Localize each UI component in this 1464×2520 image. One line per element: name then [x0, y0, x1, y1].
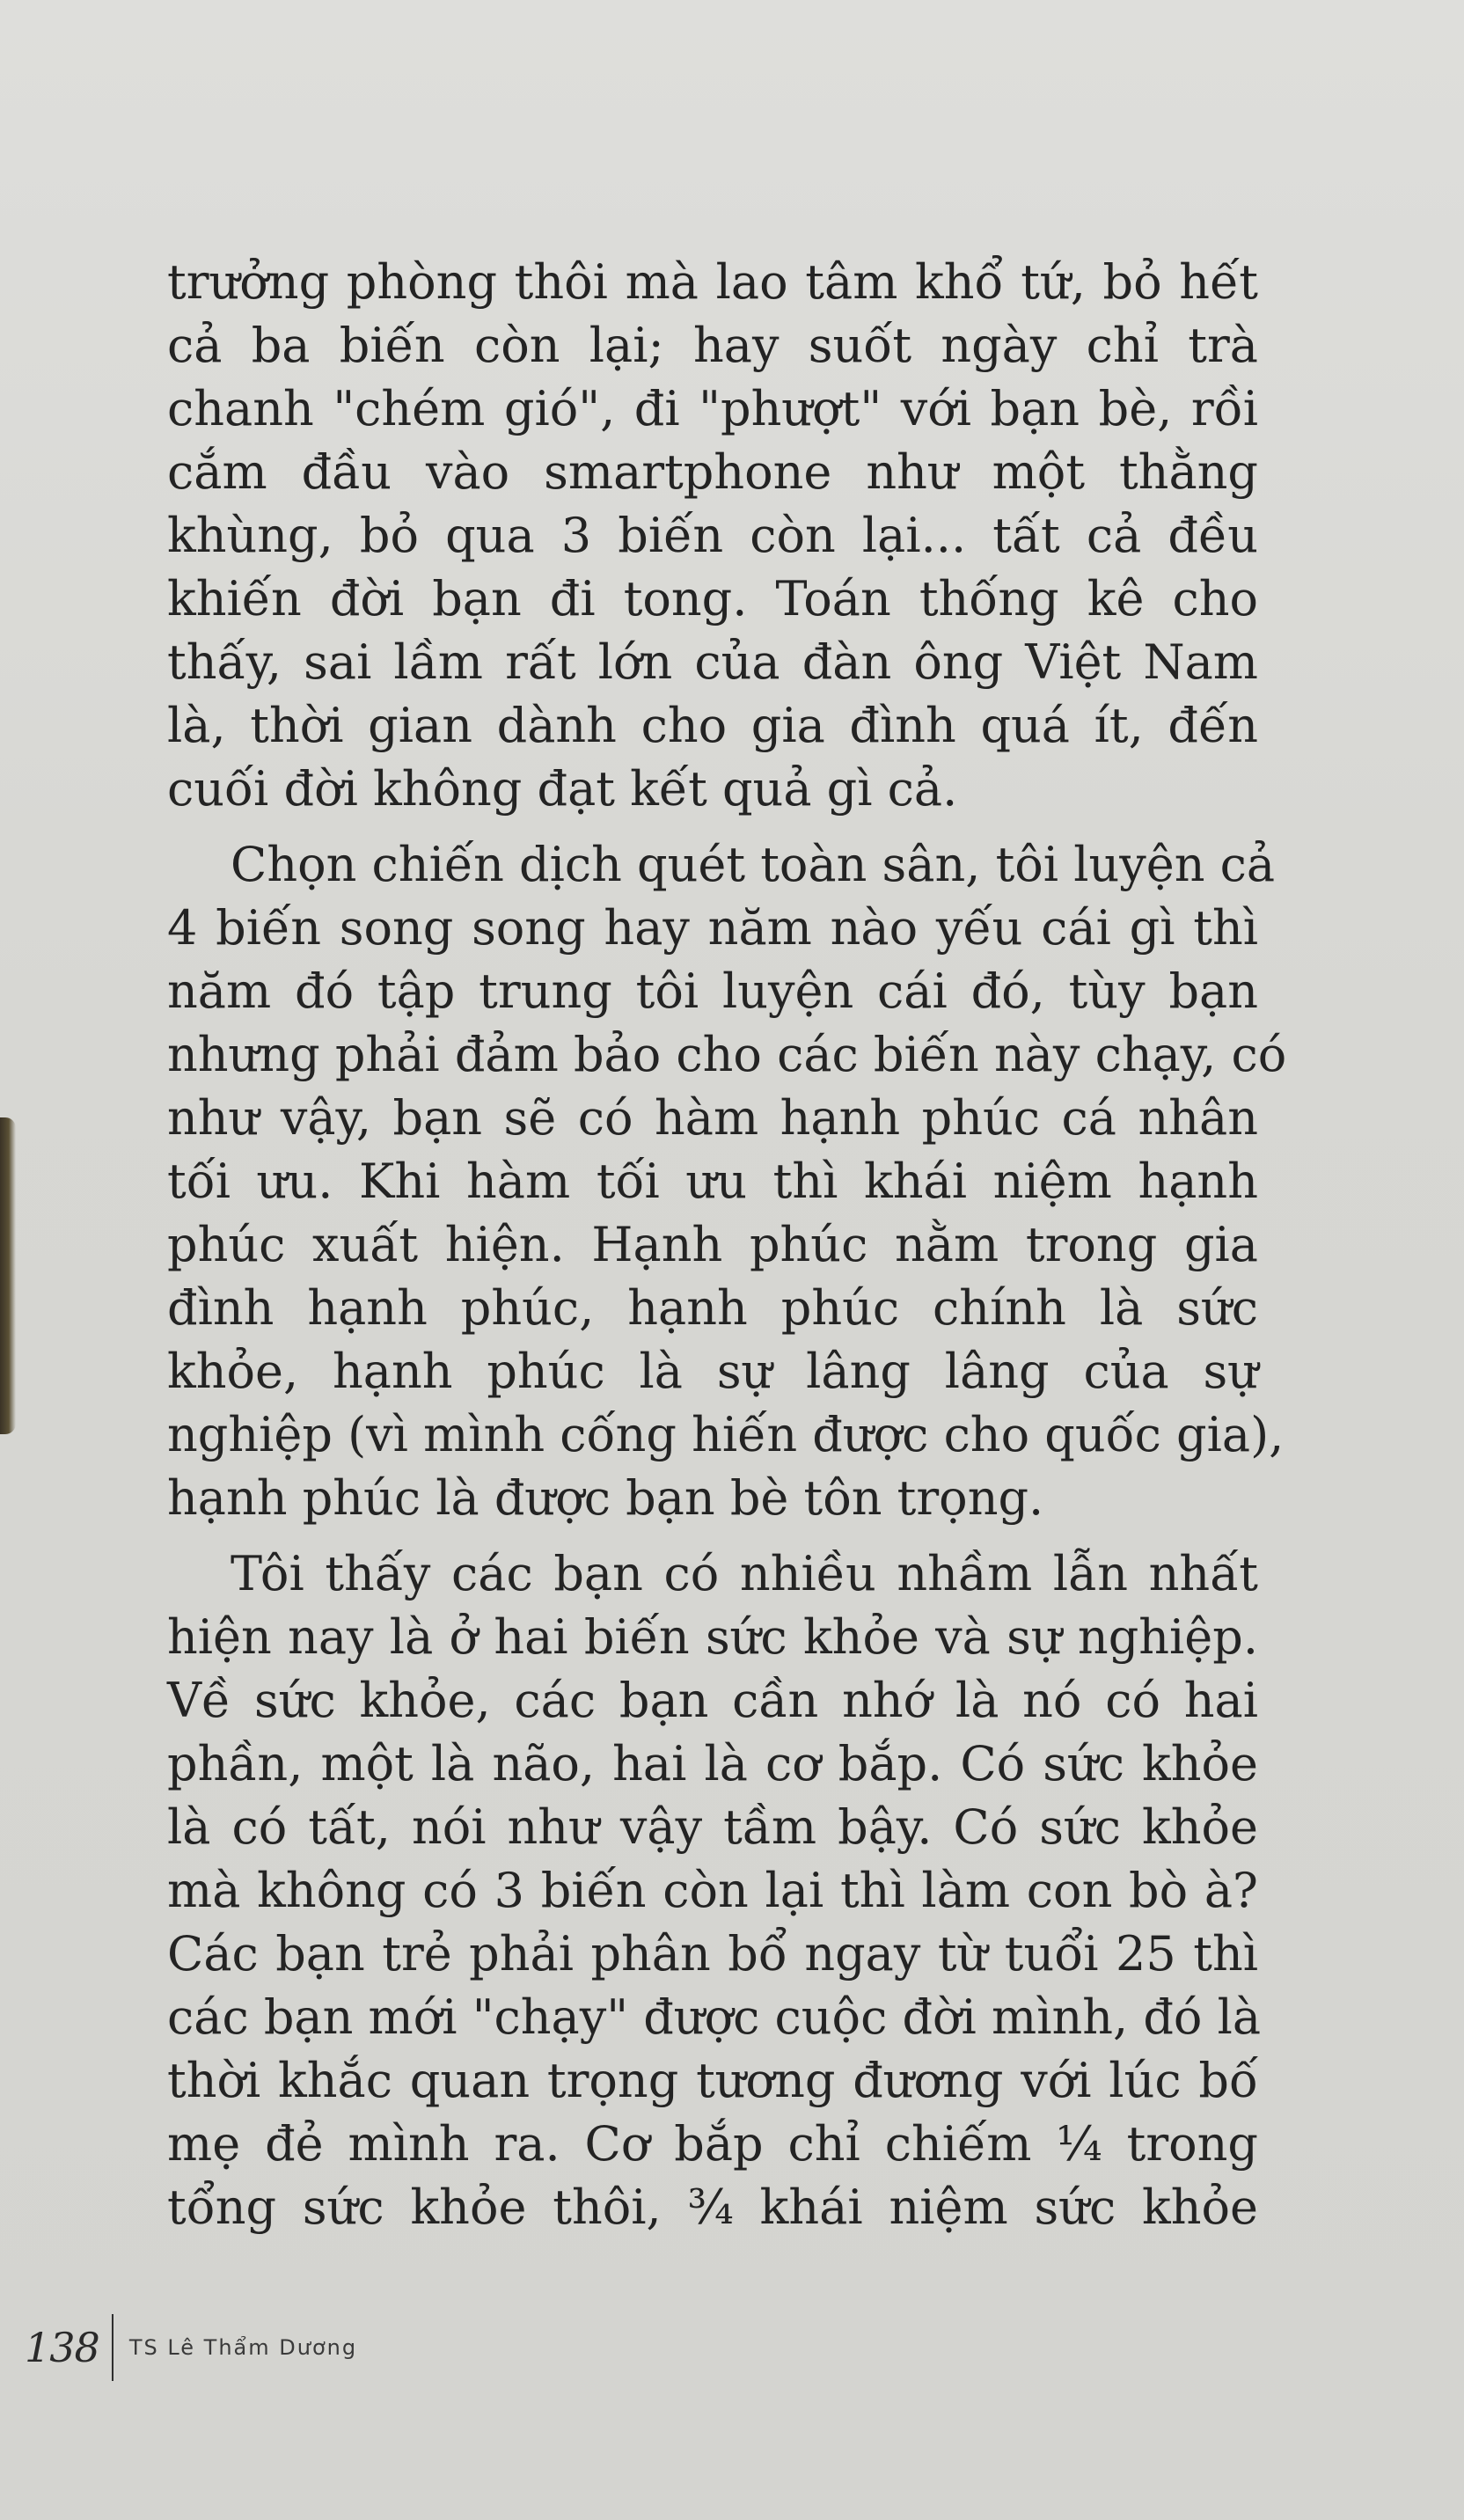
page-footer: [25, 2312, 357, 2383]
text-line: tổng sức khỏe thôi, ¾ khái niệm sức khỏe: [167, 2179, 1258, 2235]
paragraph-3: [167, 1542, 1262, 2239]
text-line: Chọn chiến dịch quét toàn sân, tôi luyện cả: [231, 837, 1276, 892]
text-line: phúc xuất hiện. Hạnh phúc nằm trong gia: [167, 1217, 1258, 1272]
text-line: chanh "chém gió", đi "phượt" với bạn bè, rồi: [167, 381, 1258, 436]
body-text: [167, 251, 1287, 2252]
text-line: các bạn mới "chạy" được cuộc đời mình, đó là: [167, 1989, 1262, 2045]
text-line: đình hạnh phúc, hạnh phúc chính là sức: [167, 1280, 1258, 1336]
running-author: TS Lê Thẩm Dương: [128, 2335, 358, 2360]
page-number: 138: [25, 2324, 99, 2371]
text-line: trưởng phòng thôi mà lao tâm khổ tứ, bỏ hết: [167, 254, 1258, 310]
text-line: năm đó tập trung tôi luyện cái đó, tùy bạn: [167, 963, 1258, 1019]
text-line: khiến đời bạn đi tong. Toán thống kê cho: [167, 571, 1258, 626]
text-line: như vậy, bạn sẽ có hàm hạnh phúc cá nhân: [167, 1090, 1258, 1146]
text-line: nhưng phải đảm bảo cho các biến này chạy, có: [167, 1027, 1287, 1082]
text-line: thấy, sai lầm rất lớn của đàn ông Việt Nam: [167, 634, 1258, 690]
text-line: 4 biến song song hay năm nào yếu cái gì thì: [167, 900, 1258, 956]
text-line: Các bạn trẻ phải phân bổ ngay từ tuổi 25 thì: [167, 1926, 1258, 1982]
text-line: cuối đời không đạt kết quả gì cả.: [167, 761, 958, 817]
text-line: hạnh phúc là được bạn bè tôn trọng.: [167, 1470, 1044, 1526]
text-line: Về sức khỏe, các bạn cần nhớ là nó có hai: [167, 1673, 1258, 1728]
text-line: cả ba biến còn lại; hay suốt ngày chỉ trà: [167, 318, 1258, 373]
text-line: là, thời gian dành cho gia đình quá ít, đến: [167, 698, 1258, 753]
text-line: nghiệp (vì mình cống hiến được cho quốc gia),: [167, 1407, 1285, 1462]
text-line: mẹ đẻ mình ra. Cơ bắp chỉ chiếm ¼ trong: [167, 2116, 1258, 2172]
paragraph-1: [167, 251, 1258, 821]
text-line: tối ưu. Khi hàm tối ưu thì khái niệm hạnh: [167, 1154, 1258, 1209]
text-line: hiện nay là ở hai biến sức khỏe và sự nghiệp.: [167, 1609, 1258, 1665]
text-line: cắm đầu vào smartphone như một thằng: [167, 444, 1258, 500]
text-line: thời khắc quan trọng tương đương với lúc bố: [167, 2053, 1258, 2108]
page-edge-shadow: [0, 1117, 16, 1434]
paragraph-2: [167, 833, 1287, 1530]
text-line: Tôi thấy các bạn có nhiều nhầm lẫn nhất: [231, 1546, 1258, 1601]
text-line: mà không có 3 biến còn lại thì làm con bò à?: [167, 1863, 1258, 1918]
text-line: khùng, bỏ qua 3 biến còn lại... tất cả đều: [167, 508, 1258, 563]
text-line: khỏe, hạnh phúc là sự lâng lâng của sự: [167, 1344, 1258, 1399]
footer-divider: [112, 2314, 113, 2381]
text-line: là có tất, nói như vậy tầm bậy. Có sức khỏe: [167, 1799, 1258, 1855]
text-line: phần, một là não, hai là cơ bắp. Có sức khỏe: [167, 1736, 1258, 1791]
